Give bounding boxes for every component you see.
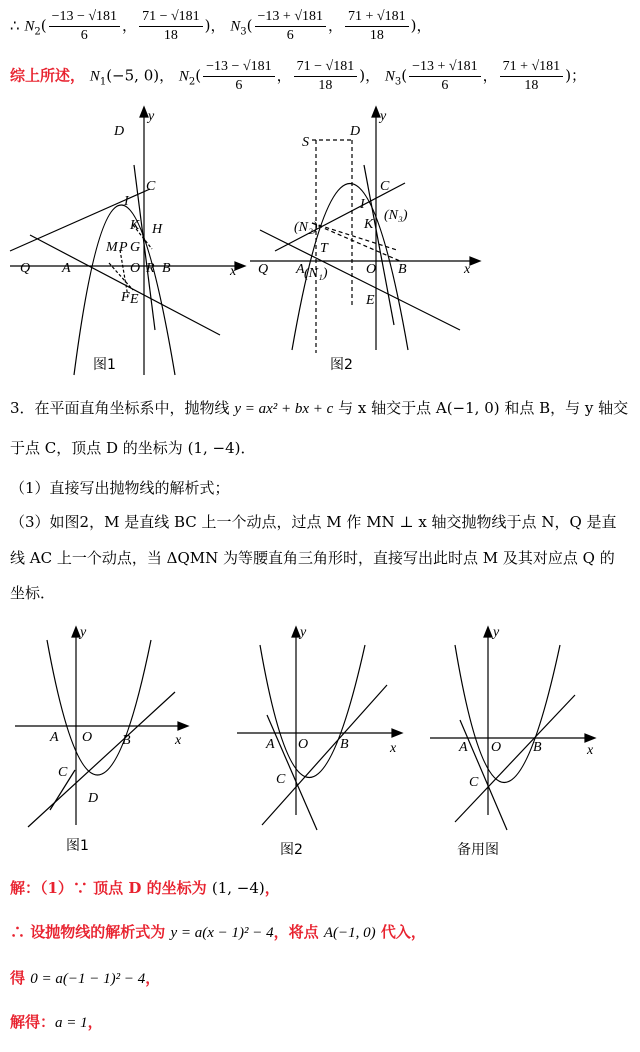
b-fig2-label-a: A	[266, 737, 275, 752]
n2-y-fraction	[139, 8, 203, 45]
b-fig1-label-c: C	[58, 765, 68, 780]
fig1-label-q: Q	[20, 261, 31, 276]
n1-subscript: 1	[99, 76, 107, 88]
n2-x-numerator-2: −13 − √181	[203, 58, 274, 77]
fig2-label-y: y	[380, 109, 387, 124]
fig2-label-s: S	[302, 135, 309, 150]
b-fig2-label-c: C	[276, 772, 286, 787]
solution-line1-end: ，	[264, 879, 280, 897]
b-fig3-label-x: x	[587, 743, 594, 758]
n2-n3-result-line: ∴ $N_2$( $\frac{-13 - √181}{6}$ ， $\frac{71 - √181}{18}$ )， $N_3$( $\frac{-13 + √181}{6}$ ， $\frac{71 + √181}{18}$ )，	[10, 9, 432, 43]
fig1-label-a: A	[62, 261, 71, 276]
n1-coords: (−5, 0)	[106, 66, 160, 85]
fig2-label-o: O	[366, 262, 377, 277]
solution-line4-a: 解得：	[10, 1013, 56, 1031]
b-fig1-label-a: A	[50, 730, 59, 745]
n2-y-denominator-2: 18	[318, 78, 333, 93]
problem-line-1	[10, 398, 628, 419]
n2-label: N	[24, 18, 35, 35]
problem-part-1: （1）直接写出抛物线的解析式；	[10, 479, 230, 497]
fig1-label-p: P	[119, 240, 128, 255]
problem-line1-a: 3．在平面直角坐标系中，抛物线	[10, 399, 235, 417]
n3-y-fraction	[345, 8, 409, 45]
fig2-label-d: D	[350, 124, 361, 139]
b-fig1-label-b: B	[122, 733, 131, 748]
solution-line-1	[10, 878, 280, 898]
solution-line-2	[10, 922, 426, 943]
substitution-equation: 0 = a(−1 − 1)² − 4	[30, 971, 146, 987]
n3-x-fraction-2	[409, 58, 480, 95]
n2-x-denominator-2: 6	[235, 78, 243, 93]
solution-line3-a: 得	[10, 969, 31, 987]
b-fig3-label-c: C	[469, 775, 479, 790]
b-fig1-label-y: y	[80, 625, 87, 640]
n3-label: N	[230, 18, 241, 35]
fig1-label-r: R	[146, 261, 155, 276]
bottom-figure-1	[10, 620, 195, 860]
n3-x-denominator-2: 6	[441, 78, 449, 93]
fig1-label-d: D	[114, 124, 125, 139]
solution-line3-end: ，	[145, 969, 161, 987]
bottom-figure-3	[425, 620, 605, 865]
fig1-label-x: x	[230, 264, 237, 279]
solution-line4-end: ，	[87, 1013, 103, 1031]
problem-part-3-line-1: （3）如图2，M 是直线 BC 上一个动点，过点 M 作 MN ⊥ x 轴交抛物线于点 N，Q 是直	[10, 513, 617, 531]
n3-y-denominator: 18	[369, 28, 384, 43]
fig2-label-n3: (N₃)	[384, 208, 408, 223]
fig2-label-a: A	[296, 262, 305, 277]
n1-label: N	[89, 68, 100, 85]
n2-y-denominator: 18	[163, 28, 178, 43]
n2-x-fraction	[49, 8, 120, 45]
vertex-value: (1, −4)	[211, 879, 265, 897]
solution-line-4	[10, 1012, 103, 1033]
b-fig2-label-b: B	[340, 737, 349, 752]
n3-label-2: N	[384, 68, 395, 85]
n2-subscript-2: 2	[188, 76, 196, 88]
b-fig3-label-o: O	[491, 740, 502, 755]
fig2-label-n1: (N₁)	[304, 266, 328, 281]
problem-part-3-line-2: 线 AC 上一个动点，当 ΔQMN 为等腰直角三角形时，直接写出此时点 M 及其对应点 Q 的	[10, 549, 615, 567]
b-fig2-label-y: y	[300, 625, 307, 640]
fig1-label-f: F	[121, 290, 130, 305]
problem-line1-b: 与 x 轴交于点 A(−1, 0) 和点 B，与 y 轴交	[333, 399, 629, 417]
fig2-label-t: T	[320, 241, 328, 256]
bottom-fig3-caption: 备用图	[457, 842, 499, 858]
fig2-label-n2: (N₂)	[294, 220, 318, 235]
b-fig2-label-x: x	[390, 741, 397, 756]
top-fig1-caption: 图1	[93, 357, 116, 373]
summary-label: 综上所述，	[10, 66, 86, 85]
summary-line: 综上所述， $N_1(-5$, 0)， $N_2$( $\frac{-13 - √181}{6}$ ， $\frac{71 - √181}{18}$ )， $N_3$( $\frac{-13 + √181}{6}$ ， $\frac{71 + √181}{18}$ )；	[10, 59, 587, 93]
fig1-label-c: C	[146, 179, 156, 194]
solution-line-3	[10, 968, 160, 989]
top-figure-2	[250, 105, 490, 380]
n2-x-numerator: −13 − √181	[49, 8, 120, 27]
problem-equation: y = ax² + bx + c	[234, 401, 334, 417]
fig1-label-y: y	[148, 109, 155, 124]
solution-label: 解：（1）∵ 顶点 D 的坐标为	[10, 879, 212, 897]
top-figure-1	[10, 105, 250, 380]
n3-x-numerator: −13 + √181	[255, 8, 326, 27]
fig1-label-b: B	[162, 261, 171, 276]
n3-subscript-2: 3	[394, 76, 402, 88]
fig1-label-m: M	[106, 240, 118, 255]
fig2-label-k: K	[364, 217, 374, 232]
n3-x-fraction	[255, 8, 326, 45]
n3-x-denominator: 6	[286, 28, 294, 43]
fig1-label-o: O	[130, 261, 141, 276]
bottom-figure-2	[232, 620, 412, 865]
fig2-label-e: E	[366, 293, 375, 308]
vertex-form-equation: y = a(x − 1)² − 4	[170, 925, 274, 941]
n2-y-numerator: 71 − √181	[139, 8, 203, 27]
fig2-label-c: C	[380, 179, 390, 194]
fig2-label-q: Q	[258, 262, 269, 277]
solution-line2-c: 代入，	[375, 923, 426, 941]
bottom-fig1-caption: 图1	[66, 838, 89, 854]
fig2-label-x: x	[464, 262, 471, 277]
n3-y-numerator-2: 71 + √181	[500, 58, 564, 77]
b-fig3-label-b: B	[533, 740, 542, 755]
n2-subscript: 2	[34, 26, 41, 38]
b-fig1-label-d: D	[88, 791, 99, 806]
solution-line2-b: ，将点	[273, 923, 324, 941]
problem-part-3-line-3: 坐标．	[10, 584, 56, 602]
n2-x-denominator: 6	[80, 28, 88, 43]
fig1-label-i: I	[124, 194, 129, 209]
n3-subscript: 3	[240, 26, 247, 38]
fig1-label-e: E	[130, 292, 139, 307]
b-fig2-label-o: O	[298, 737, 309, 752]
b-fig3-label-y: y	[493, 625, 500, 640]
a-value: a = 1	[55, 1015, 88, 1031]
n3-y-numerator: 71 + √181	[345, 8, 409, 27]
n3-x-numerator-2: −13 + √181	[409, 58, 480, 77]
n3-y-fraction-2	[500, 58, 564, 95]
b-fig1-label-x: x	[175, 733, 182, 748]
fig1-label-h: H	[152, 222, 163, 237]
n2-x-fraction-2	[203, 58, 274, 95]
point-a: A(−1, 0)	[323, 925, 376, 941]
b-fig3-label-a: A	[459, 740, 468, 755]
fig2-label-i: I	[360, 197, 365, 212]
n2-y-fraction-2	[294, 58, 358, 95]
n2-y-numerator-2: 71 − √181	[294, 58, 358, 77]
solution-line2-a: ∴ 设抛物线的解析式为	[10, 923, 171, 941]
b-fig1-label-o: O	[82, 730, 93, 745]
fig2-label-b: B	[398, 262, 407, 277]
n3-y-denominator-2: 18	[524, 78, 539, 93]
n2-label-2: N	[178, 68, 189, 85]
therefore-symbol: ∴	[10, 16, 25, 35]
fig1-label-k: K	[130, 218, 140, 233]
fig1-label-g: G	[130, 240, 141, 255]
bottom-fig2-caption: 图2	[280, 842, 303, 858]
top-fig2-caption: 图2	[330, 357, 353, 373]
problem-line-2: 于点 C，顶点 D 的坐标为 (1, −4)．	[10, 439, 256, 457]
